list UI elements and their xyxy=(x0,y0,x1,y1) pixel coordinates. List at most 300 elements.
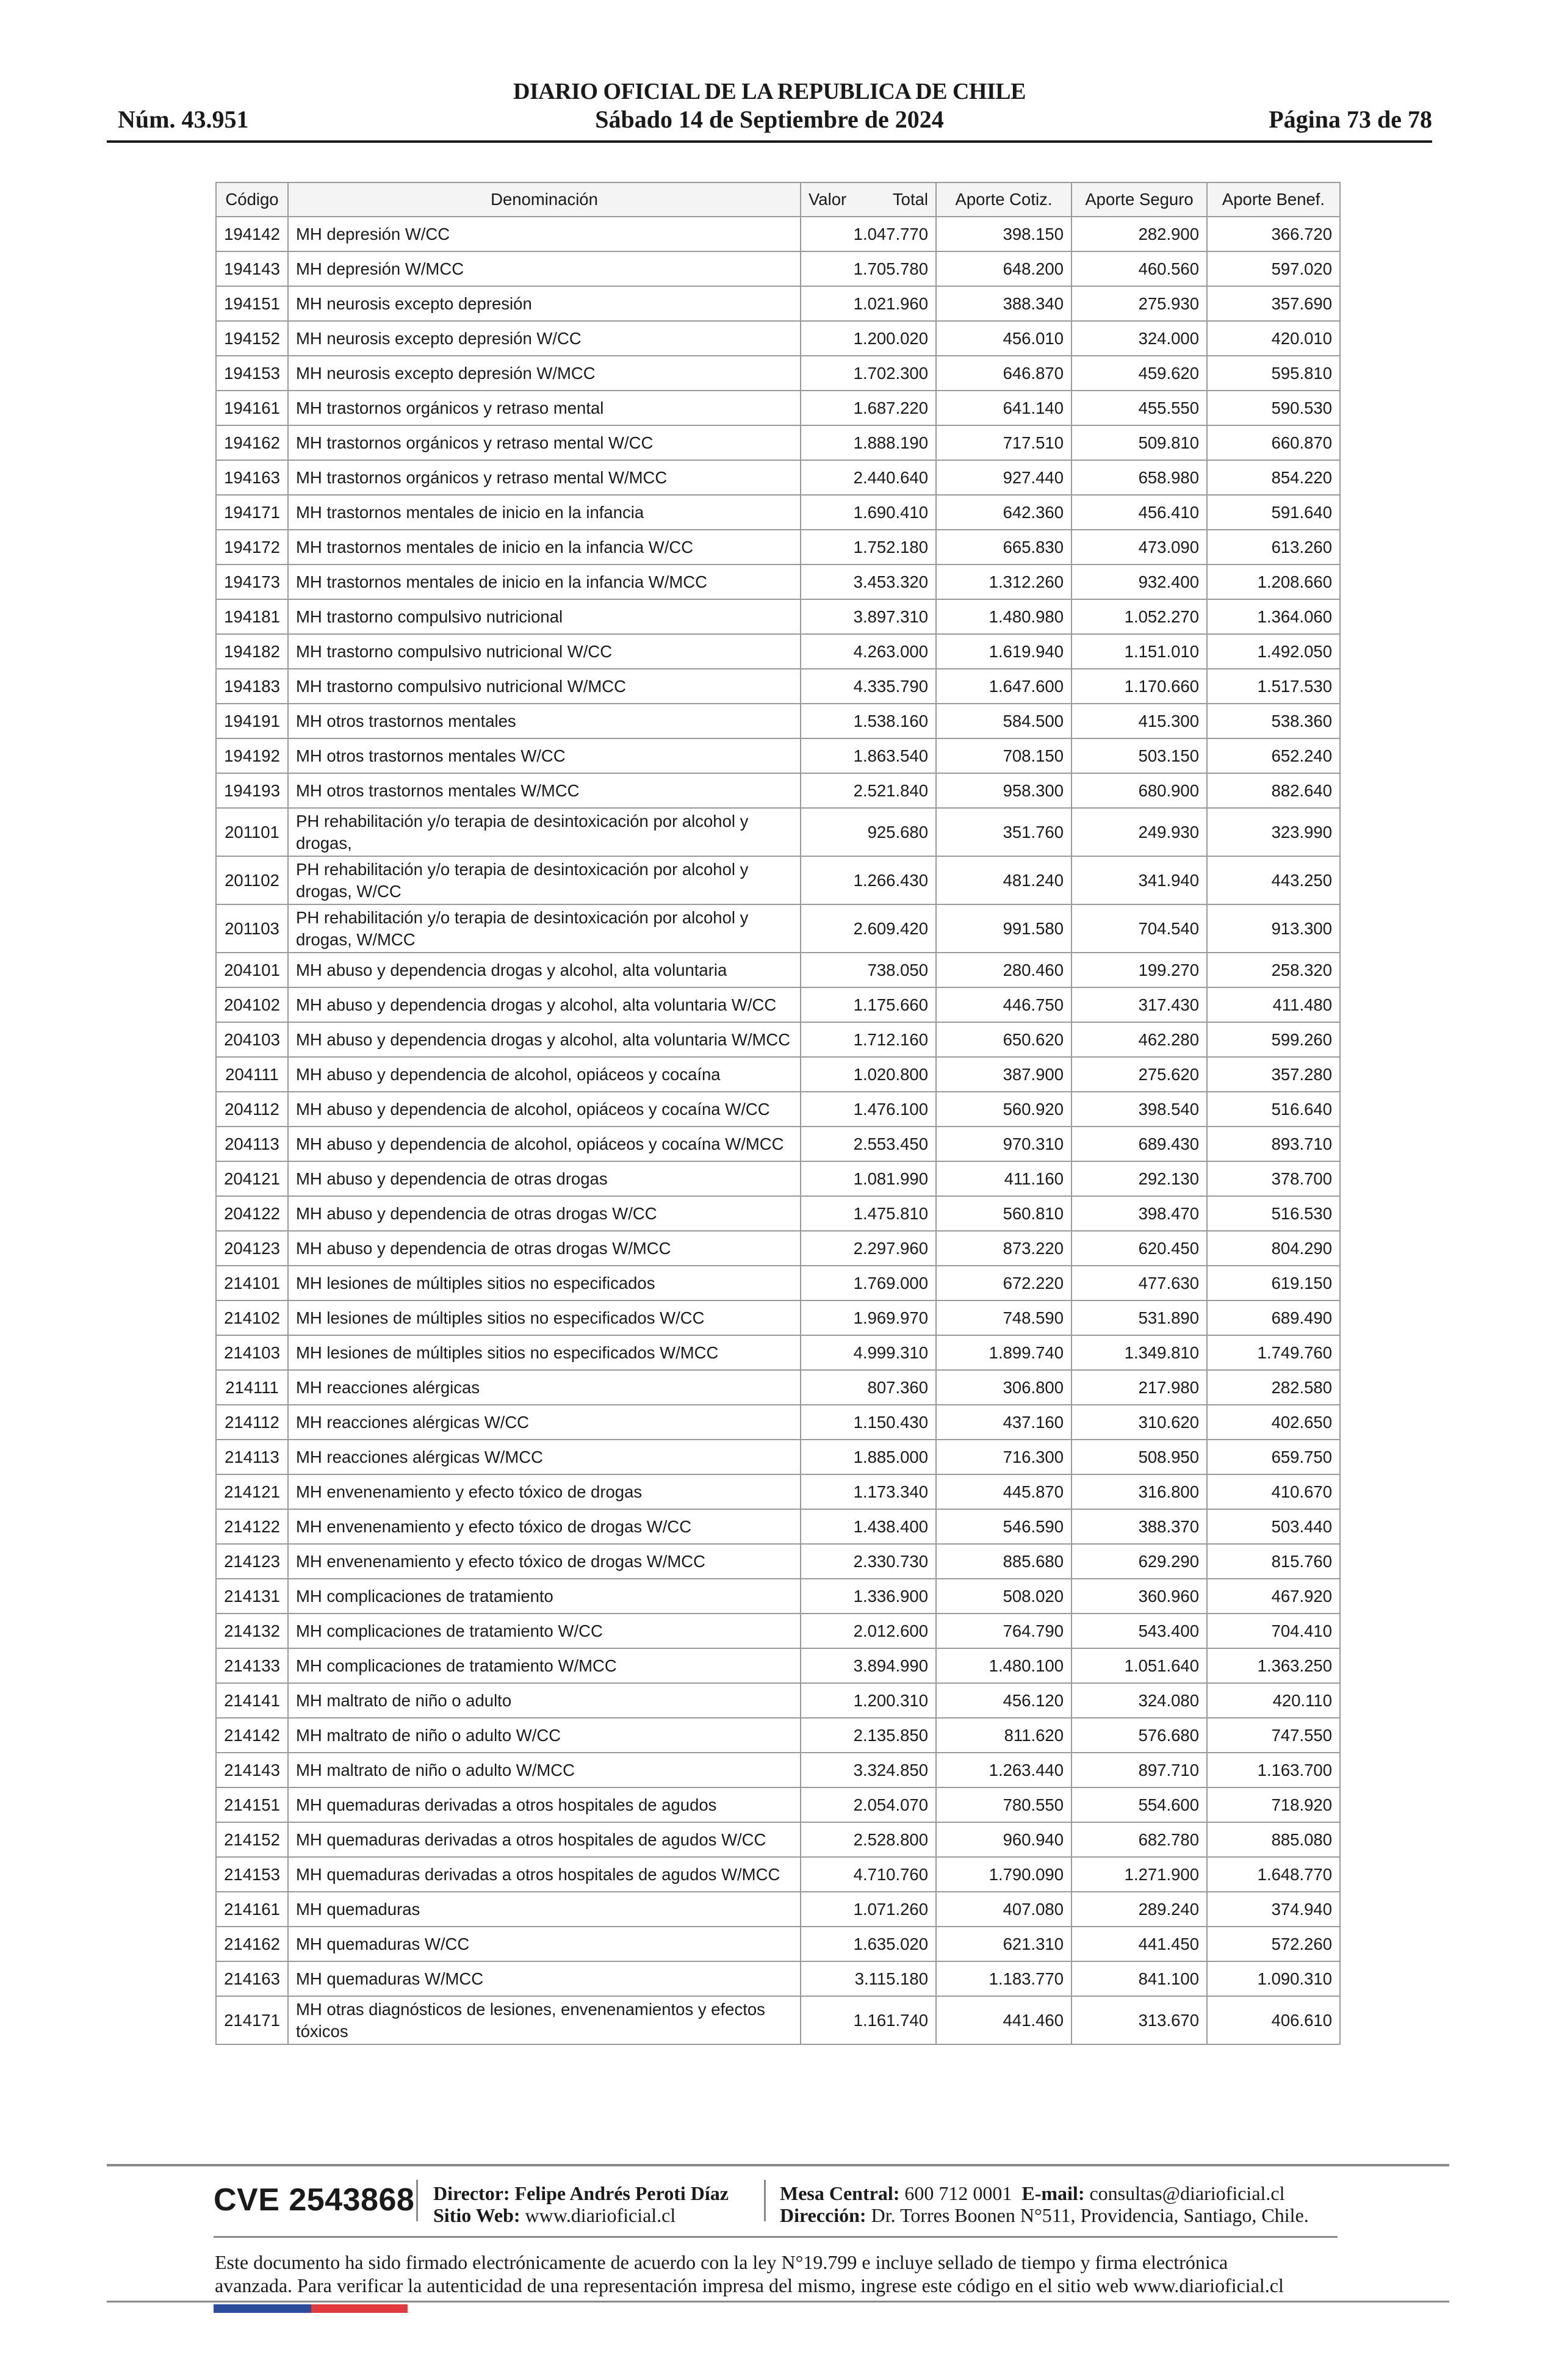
cell-aporte-benef: 420.110 xyxy=(1207,1683,1340,1718)
cell-valor-total: 1.161.740 xyxy=(801,1996,936,2044)
table-row xyxy=(216,356,1340,391)
cell-codigo: 214153 xyxy=(216,1857,288,1892)
cell-valor-total: 1.081.990 xyxy=(801,1161,936,1196)
cell-valor-total: 1.687.220 xyxy=(801,391,936,425)
cell-aporte-seguro: 316.800 xyxy=(1072,1474,1207,1509)
cell-codigo: 204103 xyxy=(216,1022,288,1057)
cell-aporte-cotiz: 764.790 xyxy=(936,1614,1072,1648)
cell-aporte-benef: 591.640 xyxy=(1207,495,1340,530)
cell-aporte-benef: 420.010 xyxy=(1207,321,1340,356)
cell-denominacion: MH quemaduras xyxy=(288,1892,801,1927)
footer-contact-block xyxy=(780,2182,1309,2226)
cell-aporte-seguro: 415.300 xyxy=(1072,704,1207,738)
col-header-aporte-benef: Aporte Benef. xyxy=(1207,182,1340,217)
cell-denominacion: MH abuso y dependencia drogas y alcohol, alta voluntaria xyxy=(288,953,801,987)
cell-denominacion: MH quemaduras W/CC xyxy=(288,1927,801,1961)
table-row xyxy=(216,1787,1340,1822)
cell-denominacion: MH lesiones de múltiples sitios no especificados W/CC xyxy=(288,1300,801,1335)
cell-aporte-benef: 882.640 xyxy=(1207,773,1340,808)
cell-aporte-benef: 516.640 xyxy=(1207,1092,1340,1127)
cell-aporte-cotiz: 1.899.740 xyxy=(936,1335,1072,1370)
cell-denominacion: MH neurosis excepto depresión W/CC xyxy=(288,321,801,356)
cell-valor-total: 925.680 xyxy=(801,808,936,856)
cell-denominacion: MH quemaduras derivadas a otros hospitales de agudos W/CC xyxy=(288,1822,801,1857)
cell-aporte-benef: 815.760 xyxy=(1207,1544,1340,1579)
cell-aporte-benef: 467.920 xyxy=(1207,1579,1340,1614)
cell-aporte-benef: 410.670 xyxy=(1207,1474,1340,1509)
cell-aporte-benef: 1.090.310 xyxy=(1207,1961,1340,1996)
table-row xyxy=(216,1857,1340,1892)
cell-aporte-cotiz: 621.310 xyxy=(936,1927,1072,1961)
cell-aporte-benef: 406.610 xyxy=(1207,1996,1340,2044)
cell-aporte-seguro: 682.780 xyxy=(1072,1822,1207,1857)
cell-codigo: 201101 xyxy=(216,808,288,856)
cell-aporte-benef: 597.020 xyxy=(1207,251,1340,286)
cell-valor-total: 2.609.420 xyxy=(801,904,936,953)
table-row xyxy=(216,808,1340,856)
cell-aporte-cotiz: 1.480.980 xyxy=(936,599,1072,634)
cell-aporte-cotiz: 387.900 xyxy=(936,1057,1072,1092)
cell-aporte-seguro: 629.290 xyxy=(1072,1544,1207,1579)
cell-valor-total: 1.888.190 xyxy=(801,425,936,460)
cell-codigo: 214111 xyxy=(216,1370,288,1405)
col-header-codigo: Código xyxy=(216,182,288,217)
cell-aporte-seguro: 275.620 xyxy=(1072,1057,1207,1092)
col-header-aporte-cotiz: Aporte Cotiz. xyxy=(936,182,1072,217)
cell-codigo: 194172 xyxy=(216,530,288,564)
cell-valor-total: 1.635.020 xyxy=(801,1927,936,1961)
director-name: Felipe Andrés Peroti Díaz xyxy=(514,2182,729,2204)
cell-aporte-benef: 516.530 xyxy=(1207,1196,1340,1231)
cell-aporte-benef: 885.080 xyxy=(1207,1822,1340,1857)
table-row xyxy=(216,1196,1340,1231)
cell-aporte-seguro: 360.960 xyxy=(1072,1579,1207,1614)
cell-codigo: 194181 xyxy=(216,599,288,634)
cell-valor-total: 4.335.790 xyxy=(801,669,936,704)
cell-valor-total: 3.453.320 xyxy=(801,564,936,599)
cell-aporte-seguro: 310.620 xyxy=(1072,1405,1207,1440)
cell-aporte-cotiz: 780.550 xyxy=(936,1787,1072,1822)
cell-aporte-benef: 357.690 xyxy=(1207,286,1340,321)
cell-valor-total: 1.200.310 xyxy=(801,1683,936,1718)
cell-aporte-cotiz: 456.120 xyxy=(936,1683,1072,1718)
table-row xyxy=(216,704,1340,738)
cell-aporte-cotiz: 1.183.770 xyxy=(936,1961,1072,1996)
cell-denominacion: MH abuso y dependencia drogas y alcohol, alta voluntaria W/CC xyxy=(288,987,801,1022)
cell-aporte-cotiz: 708.150 xyxy=(936,738,1072,773)
cell-aporte-cotiz: 407.080 xyxy=(936,1892,1072,1927)
table-row xyxy=(216,1822,1340,1857)
cell-aporte-benef: 282.580 xyxy=(1207,1370,1340,1405)
cell-denominacion: MH reacciones alérgicas W/CC xyxy=(288,1405,801,1440)
cell-aporte-cotiz: 960.940 xyxy=(936,1822,1072,1857)
cell-valor-total: 2.054.070 xyxy=(801,1787,936,1822)
issue-number: Núm. 43.951 xyxy=(118,106,249,133)
table-row xyxy=(216,217,1340,251)
cell-denominacion: MH complicaciones de tratamiento W/MCC xyxy=(288,1648,801,1683)
cell-valor-total: 2.521.840 xyxy=(801,773,936,808)
table-row xyxy=(216,321,1340,356)
cell-codigo: 194183 xyxy=(216,669,288,704)
cell-codigo: 204121 xyxy=(216,1161,288,1196)
cell-codigo: 201102 xyxy=(216,856,288,904)
cell-aporte-seguro: 576.680 xyxy=(1072,1718,1207,1753)
cell-aporte-benef: 854.220 xyxy=(1207,460,1340,495)
cell-aporte-seguro: 932.400 xyxy=(1072,564,1207,599)
website-label: Sitio Web: xyxy=(433,2204,520,2226)
cell-aporte-seguro: 503.150 xyxy=(1072,738,1207,773)
cell-aporte-cotiz: 748.590 xyxy=(936,1300,1072,1335)
cell-codigo: 204113 xyxy=(216,1127,288,1161)
cell-codigo: 204122 xyxy=(216,1196,288,1231)
cell-aporte-benef: 1.517.530 xyxy=(1207,669,1340,704)
website-link[interactable]: www.diarioficial.cl xyxy=(525,2204,676,2226)
cell-codigo: 214151 xyxy=(216,1787,288,1822)
cell-aporte-cotiz: 437.160 xyxy=(936,1405,1072,1440)
cve-code: CVE 2543868 xyxy=(214,2182,415,2218)
table-row xyxy=(216,1440,1340,1474)
cell-codigo: 214131 xyxy=(216,1579,288,1614)
cell-valor-total: 4.710.760 xyxy=(801,1857,936,1892)
cell-codigo: 214152 xyxy=(216,1822,288,1857)
cell-codigo: 214162 xyxy=(216,1927,288,1961)
table-row xyxy=(216,1961,1340,1996)
cell-aporte-benef: 1.163.700 xyxy=(1207,1753,1340,1787)
table-row xyxy=(216,460,1340,495)
cell-denominacion: MH reacciones alérgicas xyxy=(288,1370,801,1405)
cell-codigo: 214171 xyxy=(216,1996,288,2044)
cell-aporte-seguro: 508.950 xyxy=(1072,1440,1207,1474)
cell-aporte-cotiz: 388.340 xyxy=(936,286,1072,321)
legal-notice-line: avanzada. Para verificar la autenticidad de una representación impresa del mismo, ingrese este código en el sitio web www.diarioficial.cl xyxy=(215,2274,1284,2296)
table-row xyxy=(216,1127,1340,1161)
cell-aporte-cotiz: 1.263.440 xyxy=(936,1753,1072,1787)
cell-aporte-benef: 913.300 xyxy=(1207,904,1340,953)
cell-valor-total: 1.266.430 xyxy=(801,856,936,904)
cell-aporte-cotiz: 717.510 xyxy=(936,425,1072,460)
cell-aporte-seguro: 317.430 xyxy=(1072,987,1207,1022)
cell-denominacion: MH quemaduras W/MCC xyxy=(288,1961,801,1996)
publication-title: DIARIO OFICIAL DE LA REPUBLICA DE CHILE xyxy=(513,79,1026,104)
cell-aporte-benef: 804.290 xyxy=(1207,1231,1340,1266)
cell-codigo: 214163 xyxy=(216,1961,288,1996)
cell-aporte-seguro: 1.051.640 xyxy=(1072,1648,1207,1683)
legal-notice-line: Este documento ha sido firmado electrónicamente de acuerdo con la ley N°19.799 e incluye sellado de tiempo y firma electrónica xyxy=(215,2251,1228,2273)
cell-denominacion: MH reacciones alérgicas W/MCC xyxy=(288,1440,801,1474)
cell-denominacion: MH depresión W/MCC xyxy=(288,251,801,286)
cell-aporte-seguro: 1.271.900 xyxy=(1072,1857,1207,1892)
cell-codigo: 194191 xyxy=(216,704,288,738)
table-row xyxy=(216,773,1340,808)
cell-denominacion: MH trastornos orgánicos y retraso mental W/CC xyxy=(288,425,801,460)
cell-valor-total: 2.553.450 xyxy=(801,1127,936,1161)
cell-aporte-benef: 1.749.760 xyxy=(1207,1335,1340,1370)
table-row xyxy=(216,1544,1340,1579)
cell-denominacion: MH trastornos mentales de inicio en la infancia xyxy=(288,495,801,530)
cell-valor-total: 1.752.180 xyxy=(801,530,936,564)
cell-codigo: 194193 xyxy=(216,773,288,808)
cell-aporte-benef: 538.360 xyxy=(1207,704,1340,738)
cell-codigo: 214123 xyxy=(216,1544,288,1579)
table-row xyxy=(216,1753,1340,1787)
cell-aporte-cotiz: 441.460 xyxy=(936,1996,1072,2044)
table-row xyxy=(216,987,1340,1022)
cell-aporte-benef: 323.990 xyxy=(1207,808,1340,856)
table-row xyxy=(216,669,1340,704)
cell-denominacion: MH trastorno compulsivo nutricional W/CC xyxy=(288,634,801,669)
cell-codigo: 214161 xyxy=(216,1892,288,1927)
cell-denominacion: MH abuso y dependencia de otras drogas xyxy=(288,1161,801,1196)
cell-aporte-benef: 366.720 xyxy=(1207,217,1340,251)
table-row xyxy=(216,391,1340,425)
table-row xyxy=(216,1683,1340,1718)
footer-director-block xyxy=(433,2182,729,2226)
cell-aporte-seguro: 275.930 xyxy=(1072,286,1207,321)
table-body xyxy=(216,217,1340,2044)
cell-denominacion: MH abuso y dependencia drogas y alcohol, alta voluntaria W/MCC xyxy=(288,1022,801,1057)
cell-denominacion: MH envenenamiento y efecto tóxico de drogas W/MCC xyxy=(288,1544,801,1579)
cell-codigo: 204123 xyxy=(216,1231,288,1266)
cell-aporte-seguro: 398.470 xyxy=(1072,1196,1207,1231)
table-row xyxy=(216,495,1340,530)
phone-label: Mesa Central: xyxy=(780,2182,900,2204)
cell-codigo: 194161 xyxy=(216,391,288,425)
cell-aporte-seguro: 462.280 xyxy=(1072,1022,1207,1057)
cell-codigo: 194143 xyxy=(216,251,288,286)
cell-aporte-benef: 572.260 xyxy=(1207,1927,1340,1961)
cell-aporte-seguro: 292.130 xyxy=(1072,1161,1207,1196)
tariff-table xyxy=(215,182,1341,2045)
table-row xyxy=(216,251,1340,286)
table-row xyxy=(216,953,1340,987)
cell-aporte-cotiz: 650.620 xyxy=(936,1022,1072,1057)
cell-codigo: 204111 xyxy=(216,1057,288,1092)
cell-valor-total: 2.330.730 xyxy=(801,1544,936,1579)
cell-codigo: 214133 xyxy=(216,1648,288,1683)
cell-aporte-cotiz: 481.240 xyxy=(936,856,1072,904)
footer-rule-bottom xyxy=(107,2301,1449,2302)
table-header-row xyxy=(216,182,1340,217)
cell-valor-total: 1.885.000 xyxy=(801,1440,936,1474)
table-row xyxy=(216,1405,1340,1440)
cell-denominacion: MH envenenamiento y efecto tóxico de drogas xyxy=(288,1474,801,1509)
cell-aporte-seguro: 473.090 xyxy=(1072,530,1207,564)
cell-aporte-seguro: 282.900 xyxy=(1072,217,1207,251)
cell-aporte-cotiz: 351.760 xyxy=(936,808,1072,856)
table-row xyxy=(216,1300,1340,1335)
table-row xyxy=(216,1231,1340,1266)
cell-aporte-cotiz: 546.590 xyxy=(936,1509,1072,1544)
cell-denominacion: MH abuso y dependencia de alcohol, opiáceos y cocaína xyxy=(288,1057,801,1092)
cell-denominacion: MH neurosis excepto depresión W/MCC xyxy=(288,356,801,391)
cell-aporte-cotiz: 1.312.260 xyxy=(936,564,1072,599)
cell-aporte-cotiz: 446.750 xyxy=(936,987,1072,1022)
cell-aporte-cotiz: 665.830 xyxy=(936,530,1072,564)
cell-denominacion: MH complicaciones de tratamiento xyxy=(288,1579,801,1614)
cell-aporte-benef: 1.648.770 xyxy=(1207,1857,1340,1892)
page-number: Página 73 de 78 xyxy=(1269,106,1432,133)
cell-valor-total: 2.012.600 xyxy=(801,1614,936,1648)
cell-aporte-seguro: 324.080 xyxy=(1072,1683,1207,1718)
cell-aporte-benef: 619.150 xyxy=(1207,1266,1340,1300)
cell-denominacion: MH trastornos mentales de inicio en la infancia W/MCC xyxy=(288,564,801,599)
cell-valor-total: 1.538.160 xyxy=(801,704,936,738)
cell-aporte-seguro: 324.000 xyxy=(1072,321,1207,356)
col-header-total: Total xyxy=(892,190,928,209)
cell-denominacion: PH rehabilitación y/o terapia de desintoxicación por alcohol y drogas, W/CC xyxy=(288,856,801,904)
cell-codigo: 214102 xyxy=(216,1300,288,1335)
cell-denominacion: MH maltrato de niño o adulto W/CC xyxy=(288,1718,801,1753)
cell-aporte-benef: 1.492.050 xyxy=(1207,634,1340,669)
table-row xyxy=(216,1370,1340,1405)
cell-denominacion: PH rehabilitación y/o terapia de desintoxicación por alcohol y drogas, xyxy=(288,808,801,856)
cell-denominacion: MH lesiones de múltiples sitios no especificados W/MCC xyxy=(288,1335,801,1370)
cell-valor-total: 1.200.020 xyxy=(801,321,936,356)
cell-aporte-cotiz: 641.140 xyxy=(936,391,1072,425)
cell-aporte-benef: 660.870 xyxy=(1207,425,1340,460)
cell-valor-total: 738.050 xyxy=(801,953,936,987)
cell-aporte-cotiz: 873.220 xyxy=(936,1231,1072,1266)
cell-aporte-seguro: 249.930 xyxy=(1072,808,1207,856)
cell-aporte-cotiz: 991.580 xyxy=(936,904,1072,953)
table-row xyxy=(216,530,1340,564)
cell-valor-total: 3.897.310 xyxy=(801,599,936,634)
cell-aporte-seguro: 1.170.660 xyxy=(1072,669,1207,704)
cell-aporte-benef: 258.320 xyxy=(1207,953,1340,987)
cell-valor-total: 3.894.990 xyxy=(801,1648,936,1683)
cell-aporte-seguro: 388.370 xyxy=(1072,1509,1207,1544)
col-header-aporte-seguro: Aporte Seguro xyxy=(1072,182,1207,217)
cell-valor-total: 1.702.300 xyxy=(801,356,936,391)
table-row xyxy=(216,1648,1340,1683)
cell-aporte-seguro: 459.620 xyxy=(1072,356,1207,391)
cell-denominacion: MH otros trastornos mentales xyxy=(288,704,801,738)
cell-aporte-benef: 1.208.660 xyxy=(1207,564,1340,599)
cell-codigo: 194163 xyxy=(216,460,288,495)
cell-valor-total: 1.476.100 xyxy=(801,1092,936,1127)
table-row xyxy=(216,1579,1340,1614)
cell-aporte-cotiz: 584.500 xyxy=(936,704,1072,738)
email-label: E-mail: xyxy=(1021,2182,1085,2204)
table-row xyxy=(216,1474,1340,1509)
cell-aporte-cotiz: 560.920 xyxy=(936,1092,1072,1127)
cell-aporte-benef: 704.410 xyxy=(1207,1614,1340,1648)
cell-valor-total: 4.263.000 xyxy=(801,634,936,669)
cell-aporte-seguro: 199.270 xyxy=(1072,953,1207,987)
cell-aporte-seguro: 841.100 xyxy=(1072,1961,1207,1996)
cell-valor-total: 2.297.960 xyxy=(801,1231,936,1266)
cell-denominacion: MH maltrato de niño o adulto W/MCC xyxy=(288,1753,801,1787)
cell-denominacion: MH trastornos mentales de inicio en la infancia W/CC xyxy=(288,530,801,564)
cell-aporte-benef: 1.363.250 xyxy=(1207,1648,1340,1683)
cell-aporte-benef: 659.750 xyxy=(1207,1440,1340,1474)
cell-valor-total: 4.999.310 xyxy=(801,1335,936,1370)
cell-aporte-cotiz: 646.870 xyxy=(936,356,1072,391)
cell-denominacion: PH rehabilitación y/o terapia de desintoxicación por alcohol y drogas, W/MCC xyxy=(288,904,801,953)
cell-aporte-benef: 718.920 xyxy=(1207,1787,1340,1822)
table-row xyxy=(216,738,1340,773)
cell-aporte-benef: 599.260 xyxy=(1207,1022,1340,1057)
table-row xyxy=(216,286,1340,321)
cell-valor-total: 1.020.800 xyxy=(801,1057,936,1092)
cell-aporte-cotiz: 398.150 xyxy=(936,217,1072,251)
cell-aporte-cotiz: 1.480.100 xyxy=(936,1648,1072,1683)
table-row xyxy=(216,1057,1340,1092)
cell-aporte-cotiz: 445.870 xyxy=(936,1474,1072,1509)
cell-aporte-cotiz: 716.300 xyxy=(936,1440,1072,1474)
col-header-denominacion: Denominación xyxy=(288,182,801,217)
cell-aporte-seguro: 217.980 xyxy=(1072,1370,1207,1405)
footer-rule-top xyxy=(107,2164,1449,2166)
cell-denominacion: MH abuso y dependencia de alcohol, opiáceos y cocaína W/MCC xyxy=(288,1127,801,1161)
cell-valor-total: 1.175.660 xyxy=(801,987,936,1022)
cell-codigo: 194171 xyxy=(216,495,288,530)
cell-aporte-seguro: 455.550 xyxy=(1072,391,1207,425)
cell-denominacion: MH lesiones de múltiples sitios no especificados xyxy=(288,1266,801,1300)
director-label: Director: xyxy=(433,2182,510,2204)
cell-aporte-benef: 652.240 xyxy=(1207,738,1340,773)
cell-valor-total: 1.712.160 xyxy=(801,1022,936,1057)
table-row xyxy=(216,564,1340,599)
cell-denominacion: MH trastorno compulsivo nutricional W/MCC xyxy=(288,669,801,704)
address-text: Dr. Torres Boonen N°511, Providencia, Santiago, Chile. xyxy=(871,2204,1309,2226)
cell-aporte-seguro: 289.240 xyxy=(1072,1892,1207,1927)
cell-aporte-seguro: 341.940 xyxy=(1072,856,1207,904)
cell-codigo: 214143 xyxy=(216,1753,288,1787)
cell-aporte-benef: 443.250 xyxy=(1207,856,1340,904)
cell-denominacion: MH envenenamiento y efecto tóxico de drogas W/CC xyxy=(288,1509,801,1544)
cell-aporte-seguro: 543.400 xyxy=(1072,1614,1207,1648)
cell-valor-total: 1.705.780 xyxy=(801,251,936,286)
publication-date: Sábado 14 de Septiembre de 2024 xyxy=(595,106,944,133)
flag-stripe-red xyxy=(311,2304,408,2313)
address-label: Dirección: xyxy=(780,2204,866,2226)
cell-valor-total: 1.769.000 xyxy=(801,1266,936,1300)
cell-codigo: 194192 xyxy=(216,738,288,773)
cell-valor-total: 1.690.410 xyxy=(801,495,936,530)
cell-aporte-cotiz: 885.680 xyxy=(936,1544,1072,1579)
cell-denominacion: MH trastornos orgánicos y retraso mental W/MCC xyxy=(288,460,801,495)
cell-codigo: 194162 xyxy=(216,425,288,460)
footer-separator xyxy=(416,2180,418,2221)
cell-codigo: 214112 xyxy=(216,1405,288,1440)
cell-denominacion: MH quemaduras derivadas a otros hospitales de agudos W/MCC xyxy=(288,1857,801,1892)
table-row xyxy=(216,1718,1340,1753)
cell-aporte-cotiz: 642.360 xyxy=(936,495,1072,530)
cell-codigo: 214122 xyxy=(216,1509,288,1544)
cell-aporte-seguro: 554.600 xyxy=(1072,1787,1207,1822)
table-row xyxy=(216,634,1340,669)
cell-valor-total: 1.071.260 xyxy=(801,1892,936,1927)
cell-codigo: 214142 xyxy=(216,1718,288,1753)
cell-codigo: 214113 xyxy=(216,1440,288,1474)
cell-codigo: 194182 xyxy=(216,634,288,669)
cell-valor-total: 1.150.430 xyxy=(801,1405,936,1440)
cell-aporte-benef: 893.710 xyxy=(1207,1127,1340,1161)
cell-valor-total: 1.336.900 xyxy=(801,1579,936,1614)
email-link[interactable]: consultas@diarioficial.cl xyxy=(1089,2182,1285,2204)
cell-denominacion: MH complicaciones de tratamiento W/CC xyxy=(288,1614,801,1648)
cell-codigo: 204101 xyxy=(216,953,288,987)
cell-aporte-cotiz: 958.300 xyxy=(936,773,1072,808)
cell-aporte-seguro: 441.450 xyxy=(1072,1927,1207,1961)
cell-aporte-cotiz: 648.200 xyxy=(936,251,1072,286)
cell-codigo: 194173 xyxy=(216,564,288,599)
table-row xyxy=(216,1335,1340,1370)
cell-aporte-cotiz: 456.010 xyxy=(936,321,1072,356)
cell-denominacion: MH otras diagnósticos de lesiones, envenenamientos y efectos tóxicos xyxy=(288,1996,801,2044)
footer-separator xyxy=(764,2180,766,2221)
